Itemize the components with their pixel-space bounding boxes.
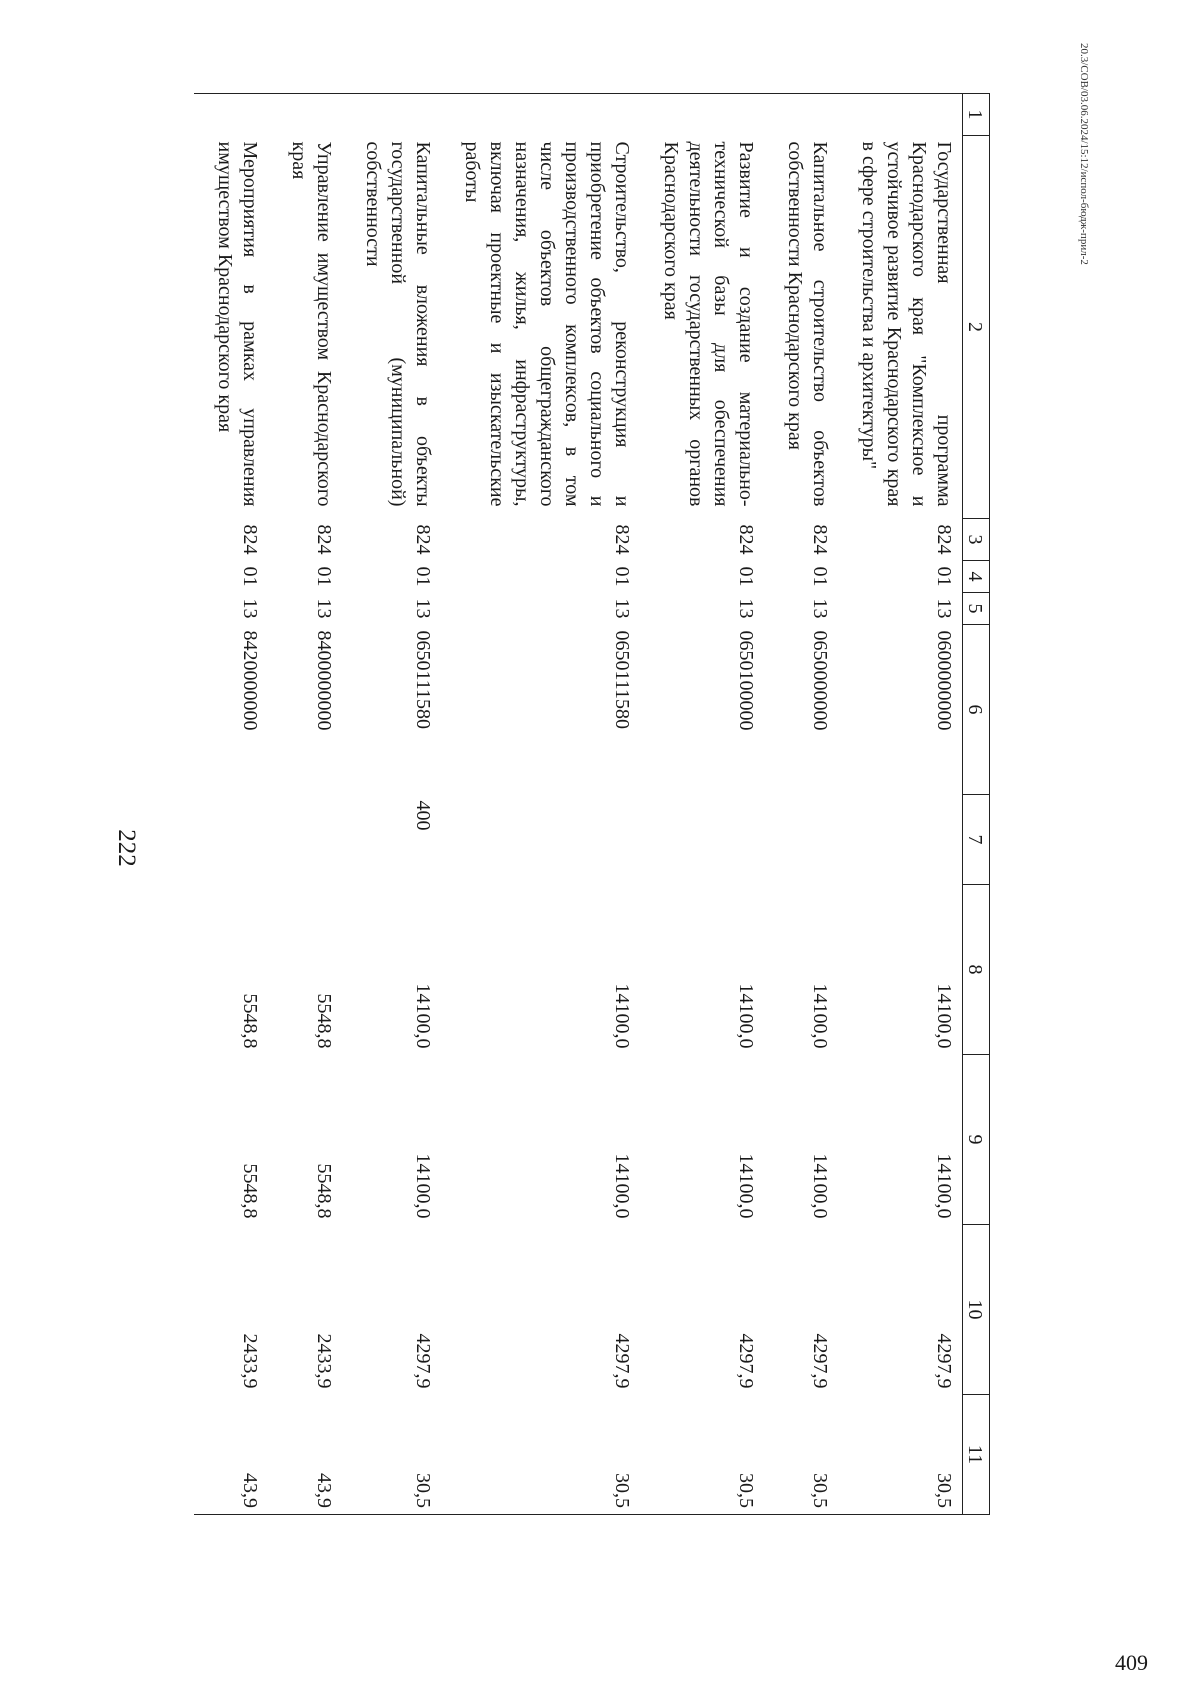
cell-col1	[342, 94, 441, 136]
cell-csr: 0650100000	[735, 630, 757, 731]
cell-rz: 01	[735, 566, 757, 587]
cell-csr: 0650000000	[809, 630, 831, 731]
cell-c10: 2433,9	[239, 1333, 261, 1389]
cell-name: Капитальное строительство объектов собственности Краснодарского края	[784, 141, 831, 507]
footer-code: 20.3/СОВ/03.06.2024/15:12/испол-бюдж-прил-2	[1078, 43, 1090, 265]
document-page	[50, 3, 1150, 1693]
cell-rz: 01	[933, 566, 955, 587]
cell-csr: 0650111580	[412, 630, 434, 730]
cell-c8: 14100,0	[809, 983, 831, 1049]
cell-grbs: 824	[239, 524, 261, 555]
column-header: 11	[963, 1395, 990, 1515]
table-row	[268, 94, 342, 1515]
cell-name: Капитальные вложения в объекты государственной (муниципальной) собственности	[362, 141, 434, 507]
cell-pr: 13	[412, 598, 434, 619]
cell-c10: 2433,9	[313, 1333, 335, 1389]
column-header: 5	[963, 593, 990, 625]
cell-rz: 01	[239, 566, 261, 587]
table-row	[764, 94, 838, 1515]
cell-grbs: 824	[412, 524, 434, 555]
cell-rz: 01	[611, 566, 633, 587]
cell-c11: 30,5	[809, 1473, 831, 1508]
cell-c9: 14100,0	[933, 1153, 955, 1219]
column-header: 6	[963, 625, 990, 795]
cell-vr: 400	[412, 800, 434, 831]
cell-grbs: 824	[611, 524, 633, 555]
cell-c8: 14100,0	[735, 983, 757, 1049]
cell-c8: 14100,0	[611, 983, 633, 1049]
cell-vr	[838, 795, 963, 885]
cell-csr: 8420000000	[239, 630, 261, 731]
bottom-page-number: 409	[1115, 1650, 1148, 1675]
cell-grbs: 824	[933, 524, 955, 555]
cell-vr	[441, 795, 640, 885]
table-row	[441, 94, 640, 1515]
cell-csr: 8400000000	[313, 630, 335, 731]
column-header: 4	[963, 561, 990, 593]
cell-c11: 30,5	[611, 1473, 633, 1508]
cell-c8: 5548,8	[239, 993, 261, 1049]
cell-c10: 4297,9	[611, 1333, 633, 1389]
cell-vr	[194, 795, 268, 885]
column-header: 7	[963, 795, 990, 885]
cell-c11: 30,5	[735, 1473, 757, 1508]
cell-c11: 30,5	[933, 1473, 955, 1508]
cell-c8: 14100,0	[933, 983, 955, 1049]
cell-name: Мероприятия в рамках управления имуществом Краснодарского края	[214, 141, 261, 507]
cell-pr: 13	[809, 598, 831, 619]
cell-c11: 43,9	[313, 1473, 335, 1508]
cell-c9: 14100,0	[611, 1153, 633, 1219]
page-number: 222	[113, 829, 140, 867]
cell-c9: 5548,8	[313, 1163, 335, 1219]
cell-c10: 4297,9	[809, 1333, 831, 1389]
cell-rz: 01	[313, 566, 335, 587]
cell-col1	[640, 94, 764, 136]
cell-rz: 01	[809, 566, 831, 587]
column-header: 10	[963, 1225, 990, 1395]
table-row	[342, 94, 441, 1515]
cell-col1	[441, 94, 640, 136]
cell-col1	[268, 94, 342, 136]
cell-vr	[268, 795, 342, 885]
cell-csr: 0650111580	[611, 630, 633, 730]
cell-c9: 14100,0	[412, 1153, 434, 1219]
cell-c9: 14100,0	[735, 1153, 757, 1219]
cell-vr	[640, 795, 764, 885]
column-header: 1	[963, 94, 990, 136]
cell-col1	[194, 94, 268, 136]
cell-col1	[838, 94, 963, 136]
cell-vr	[764, 795, 838, 885]
cell-col1	[764, 94, 838, 136]
cell-c9: 14100,0	[809, 1153, 831, 1219]
column-header: 2	[963, 136, 990, 519]
cell-c10: 4297,9	[412, 1333, 434, 1389]
column-header: 8	[963, 885, 990, 1055]
column-header: 3	[963, 519, 990, 561]
cell-c10: 4297,9	[933, 1333, 955, 1389]
cell-c9: 5548,8	[239, 1163, 261, 1219]
cell-c11: 43,9	[239, 1473, 261, 1508]
table-row	[838, 94, 963, 1515]
cell-grbs: 824	[735, 524, 757, 555]
cell-pr: 13	[611, 598, 633, 619]
cell-grbs: 824	[809, 524, 831, 555]
cell-rz: 01	[412, 566, 434, 587]
cell-c8: 14100,0	[412, 983, 434, 1049]
cell-name: Строительство, реконструкция и приобретение объектов социального и производственного комплексов, в том числе объектов общегражданского назначения, жилья, инфраструктуры, включая проектные и изыскательские работы	[461, 141, 633, 507]
cell-name: Развитие и создание материально-технической базы для обеспечения деятельности государственных органов Краснодарского края	[660, 141, 757, 507]
table-row	[640, 94, 764, 1515]
cell-name: Государственная программа Краснодарского края "Комплексное и устойчивое развитие Краснодарского края в сфере строительства и архитектуры"	[858, 141, 955, 507]
cell-pr: 13	[313, 598, 335, 619]
cell-c8: 5548,8	[313, 993, 335, 1049]
cell-pr: 13	[239, 598, 261, 619]
cell-pr: 13	[933, 598, 955, 619]
cell-csr: 0600000000	[933, 630, 955, 731]
table-header-row	[963, 94, 990, 1515]
cell-c11: 30,5	[412, 1473, 434, 1508]
cell-pr: 13	[735, 598, 757, 619]
cell-name: Управление имуществом Краснодарского края	[288, 141, 335, 507]
cell-grbs: 824	[313, 524, 335, 555]
budget-table	[194, 93, 990, 1515]
cell-c10: 4297,9	[735, 1333, 757, 1389]
table-row	[194, 94, 268, 1515]
column-header: 9	[963, 1055, 990, 1225]
